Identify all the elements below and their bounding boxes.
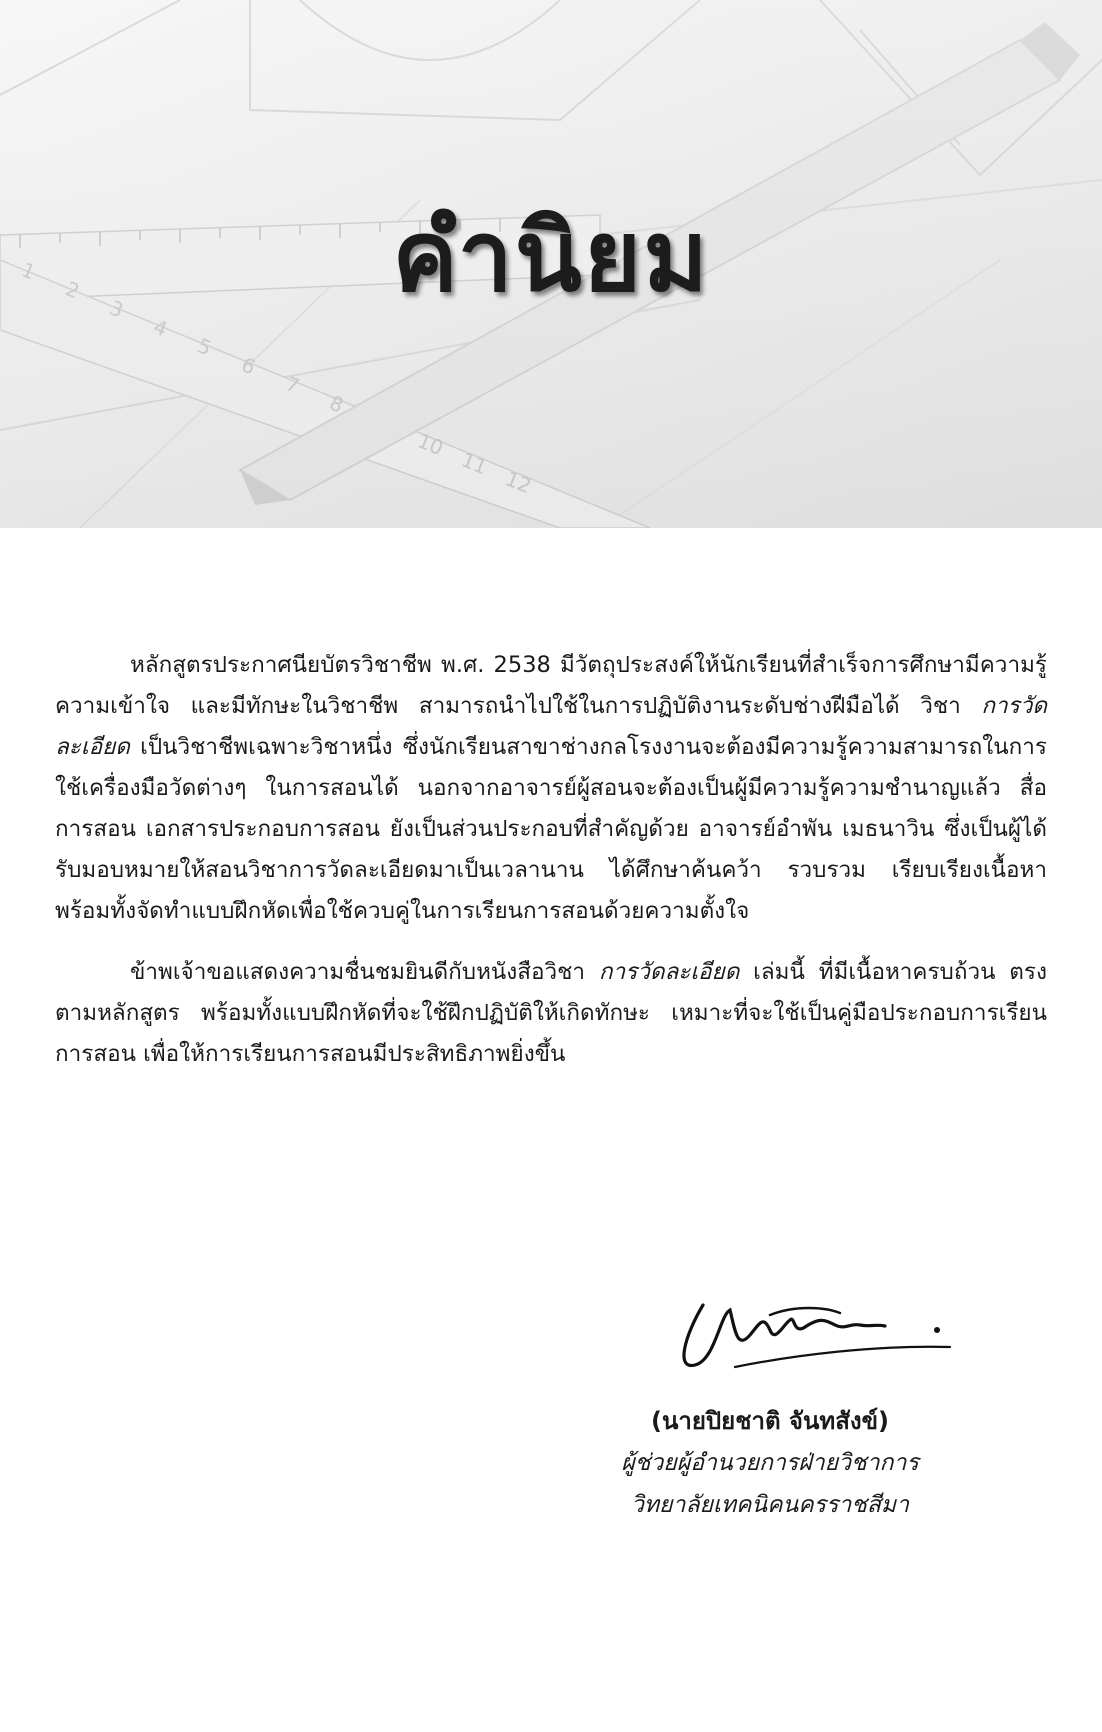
- signer-name: (นายปิยชาติ จันทสังข์): [651, 1407, 889, 1435]
- paragraph-1-text-b: เป็นวิชาชีพเฉพาะวิชาหนึ่ง ซึ่งนักเรียนสาขาช่างกลโรงงานจะต้องมีความรู้ความสามารถในการใช้เครื่องมือวัดต่างๆ ในการสอนได้ นอกจากอาจารย์ผู้สอนจะต้องเป็นผู้มีความรู้ความชำนาญแล้ว สื่อการสอน เอกสารประกอบการสอน ยังเป็นส่วนประกอบที่สำคัญด้วย อาจารย์อำพัน เมธนาวิน ซึ่งเป็นผู้ได้รับมอบหมายให้สอนวิชาการวัดละเอียดมาเป็นเวลานาน ได้ศึกษาค้นคว้า รวบรวม เรียบเรียงเนื้อหา พร้อมทั้งจัดทำแบบฝึกหัดเพื่อใช้ควบคู่ในการเรียนการสอนด้วยความตั้งใจ: [55, 734, 1047, 924]
- paragraph-1-text-a: หลักสูตรประกาศนียบัตรวิชาชีพ พ.ศ. 2538 มีวัตถุประสงค์ให้นักเรียนที่สำเร็จการศึกษามีความรู้ ความเข้าใจ และมีทักษะในวิชาชีพ สามารถนำไปใช้ในการปฏิบัติงานระดับช่างฝีมือได้ วิชา: [55, 652, 1047, 719]
- foreword-body: [55, 645, 1047, 1075]
- course-name: การวัดละเอียด: [55, 693, 1047, 760]
- course-name: การวัดละเอียด: [598, 959, 740, 985]
- paragraph-2-text-a: ข้าพเจ้าขอแสดงความชื่นชมยินดีกับหนังสือวิชา: [130, 959, 599, 985]
- handwritten-signature: [675, 1275, 955, 1380]
- signer-organization: วิทยาลัยเทคนิคนครราชสีมา: [630, 1492, 909, 1518]
- page-title: คำนิยม: [392, 200, 710, 314]
- signer-position: ผู้ช่วยผู้อำนวยการฝ่ายวิชาการ: [621, 1450, 919, 1476]
- paragraph-2-text-b: เล่มนี้ ที่มีเนื้อหาครบถ้วน ตรงตามหลักสูตร พร้อมทั้งแบบฝึกหัดที่จะใช้ฝึกปฏิบัติให้เกิดทักษะ เหมาะที่จะใช้เป็นคู่มือประกอบการเรียนการสอน เพื่อให้การเรียนการสอนมีประสิทธิภาพยิ่งขึ้น: [55, 959, 1047, 1067]
- paragraph-2: [55, 952, 1047, 1075]
- signer-block: [590, 1400, 950, 1526]
- header-banner: [0, 0, 1102, 528]
- paragraph-1: [55, 645, 1047, 932]
